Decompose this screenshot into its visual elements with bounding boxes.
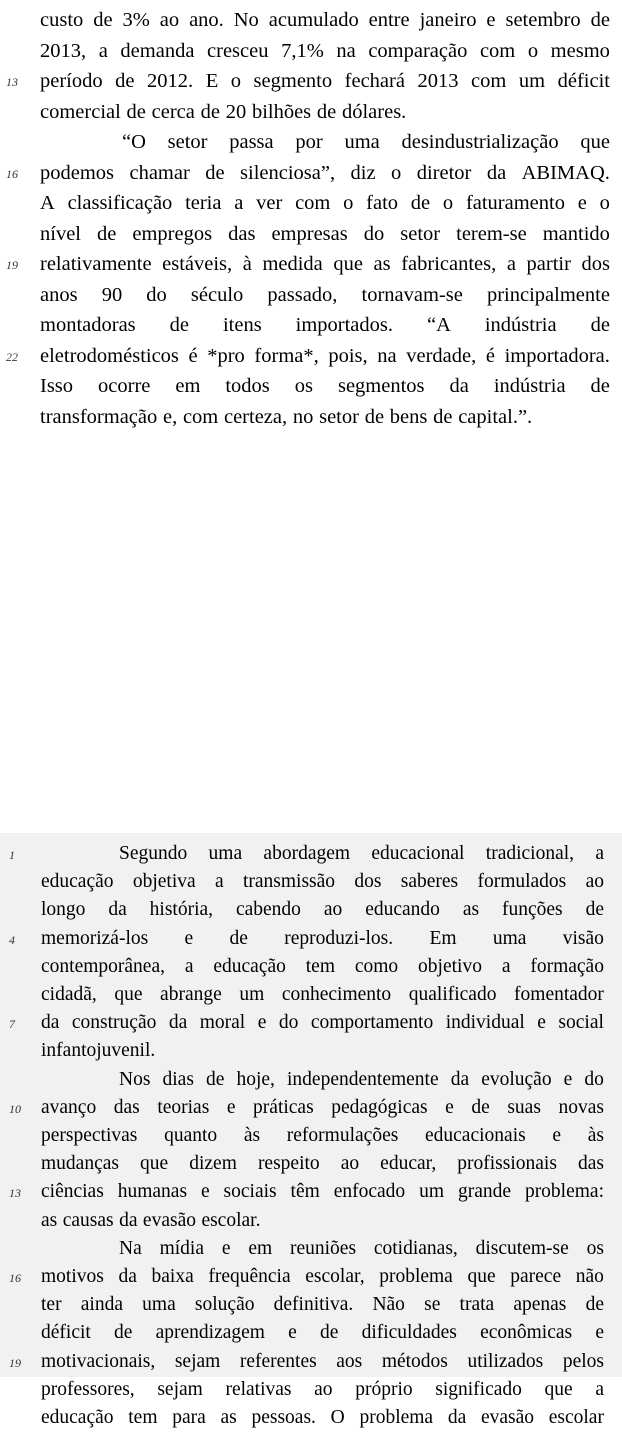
text-line: período de 2012. E o segmento fechará 2013 com um déficit xyxy=(40,70,610,92)
text-line: perspectivas quanto às reformulações educacionais e às xyxy=(41,1125,604,1146)
text-line: as causas da evasão escolar. xyxy=(41,1209,261,1231)
text-line: longo da história, cabendo ao educando as funções de xyxy=(41,899,604,921)
text-line: Na mídia e em reuniões cotidianas, discutem-se os xyxy=(119,1237,604,1259)
text-line: comercial de cerca de 20 bilhões de dólares. xyxy=(40,100,407,123)
text-line: Nos dias de hoje, independentemente da evolução e do xyxy=(119,1068,604,1090)
text-line: relativamente estáveis, à medida que as fabricantes, a partir dos xyxy=(40,253,610,275)
text-line: anos 90 do século passado, tornavam-se principalmente xyxy=(40,283,610,306)
passage-top xyxy=(0,0,622,462)
line-number: 22 xyxy=(6,349,18,364)
line-number: 16 xyxy=(9,1271,21,1285)
text-line: educação tem para as pessoas. O problema da evasão escolar xyxy=(41,1407,604,1428)
text-line: nível de empregos das empresas do setor terem-se mantido xyxy=(40,222,610,245)
text-line: eletrodomésticos é *pro forma*, pois, na verdade, é importadora. xyxy=(40,344,610,367)
text-line: podemos chamar de silenciosa”, diz o diretor da ABIMAQ. xyxy=(40,161,610,184)
line-number: 1 xyxy=(9,848,15,862)
line-number: 19 xyxy=(6,258,18,272)
line-number: 19 xyxy=(9,1355,21,1370)
text-line: contemporânea, a educação tem como objetivo a formação xyxy=(41,955,604,977)
text-line: ter ainda uma solução definitiva. Não se trata apenas de xyxy=(41,1294,604,1316)
text-line: transformação e, com certeza, no setor de bens de capital.”. xyxy=(40,405,533,428)
text-line: da construção da moral e do comportamento individual e social xyxy=(41,1012,604,1034)
line-number: 7 xyxy=(9,1017,15,1032)
line-number: 16 xyxy=(6,166,18,181)
passage-bottom xyxy=(0,833,622,1428)
line-number: 13 xyxy=(6,75,18,89)
text-line: educação objetiva a transmissão dos saberes formulados ao xyxy=(41,871,604,893)
text-line: Segundo uma abordagem educacional tradicional, a xyxy=(119,843,604,864)
line-number: 13 xyxy=(9,1186,21,1201)
text-line: 2013, a demanda cresceu 7,1% na comparação com o mesmo xyxy=(40,39,610,62)
line-number: 4 xyxy=(9,932,15,947)
text-line: Isso ocorre em todos os segmentos da indústria de xyxy=(40,375,610,397)
text-line: motivos da baixa frequência escolar, problema que parece não xyxy=(41,1266,604,1287)
text-line: memorizá-los e de reproduzi-los. Em uma visão xyxy=(41,927,604,949)
text-line: professores, sejam relativas ao próprio significado que a xyxy=(41,1378,604,1400)
text-line: “O setor passa por uma desindustrialização que xyxy=(122,131,610,153)
line-number: 10 xyxy=(9,1101,21,1116)
text-line: custo de 3% ao ano. No acumulado entre janeiro e setembro de xyxy=(40,9,610,31)
text-line: cidadã, que abrange um conhecimento qualificado fomentador xyxy=(41,984,604,1005)
text-line: motivacionais, sejam referentes aos métodos utilizados pelos xyxy=(41,1350,604,1372)
text-line: A classificação teria a ver com o fato de o faturamento e o xyxy=(40,192,610,214)
text-line: mudanças que dizem respeito ao educar, profissionais das xyxy=(41,1153,604,1175)
text-line: déficit de aprendizagem e de dificuldades econômicas e xyxy=(41,1322,604,1344)
text-line: avanço das teorias e práticas pedagógicas e de suas novas xyxy=(41,1096,604,1118)
text-line: infantojuvenil. xyxy=(41,1040,156,1062)
text-line: montadoras de itens importados. “A indústria de xyxy=(40,314,610,336)
text-line: ciências humanas e sociais têm enfocado um grande problema: xyxy=(41,1181,604,1203)
